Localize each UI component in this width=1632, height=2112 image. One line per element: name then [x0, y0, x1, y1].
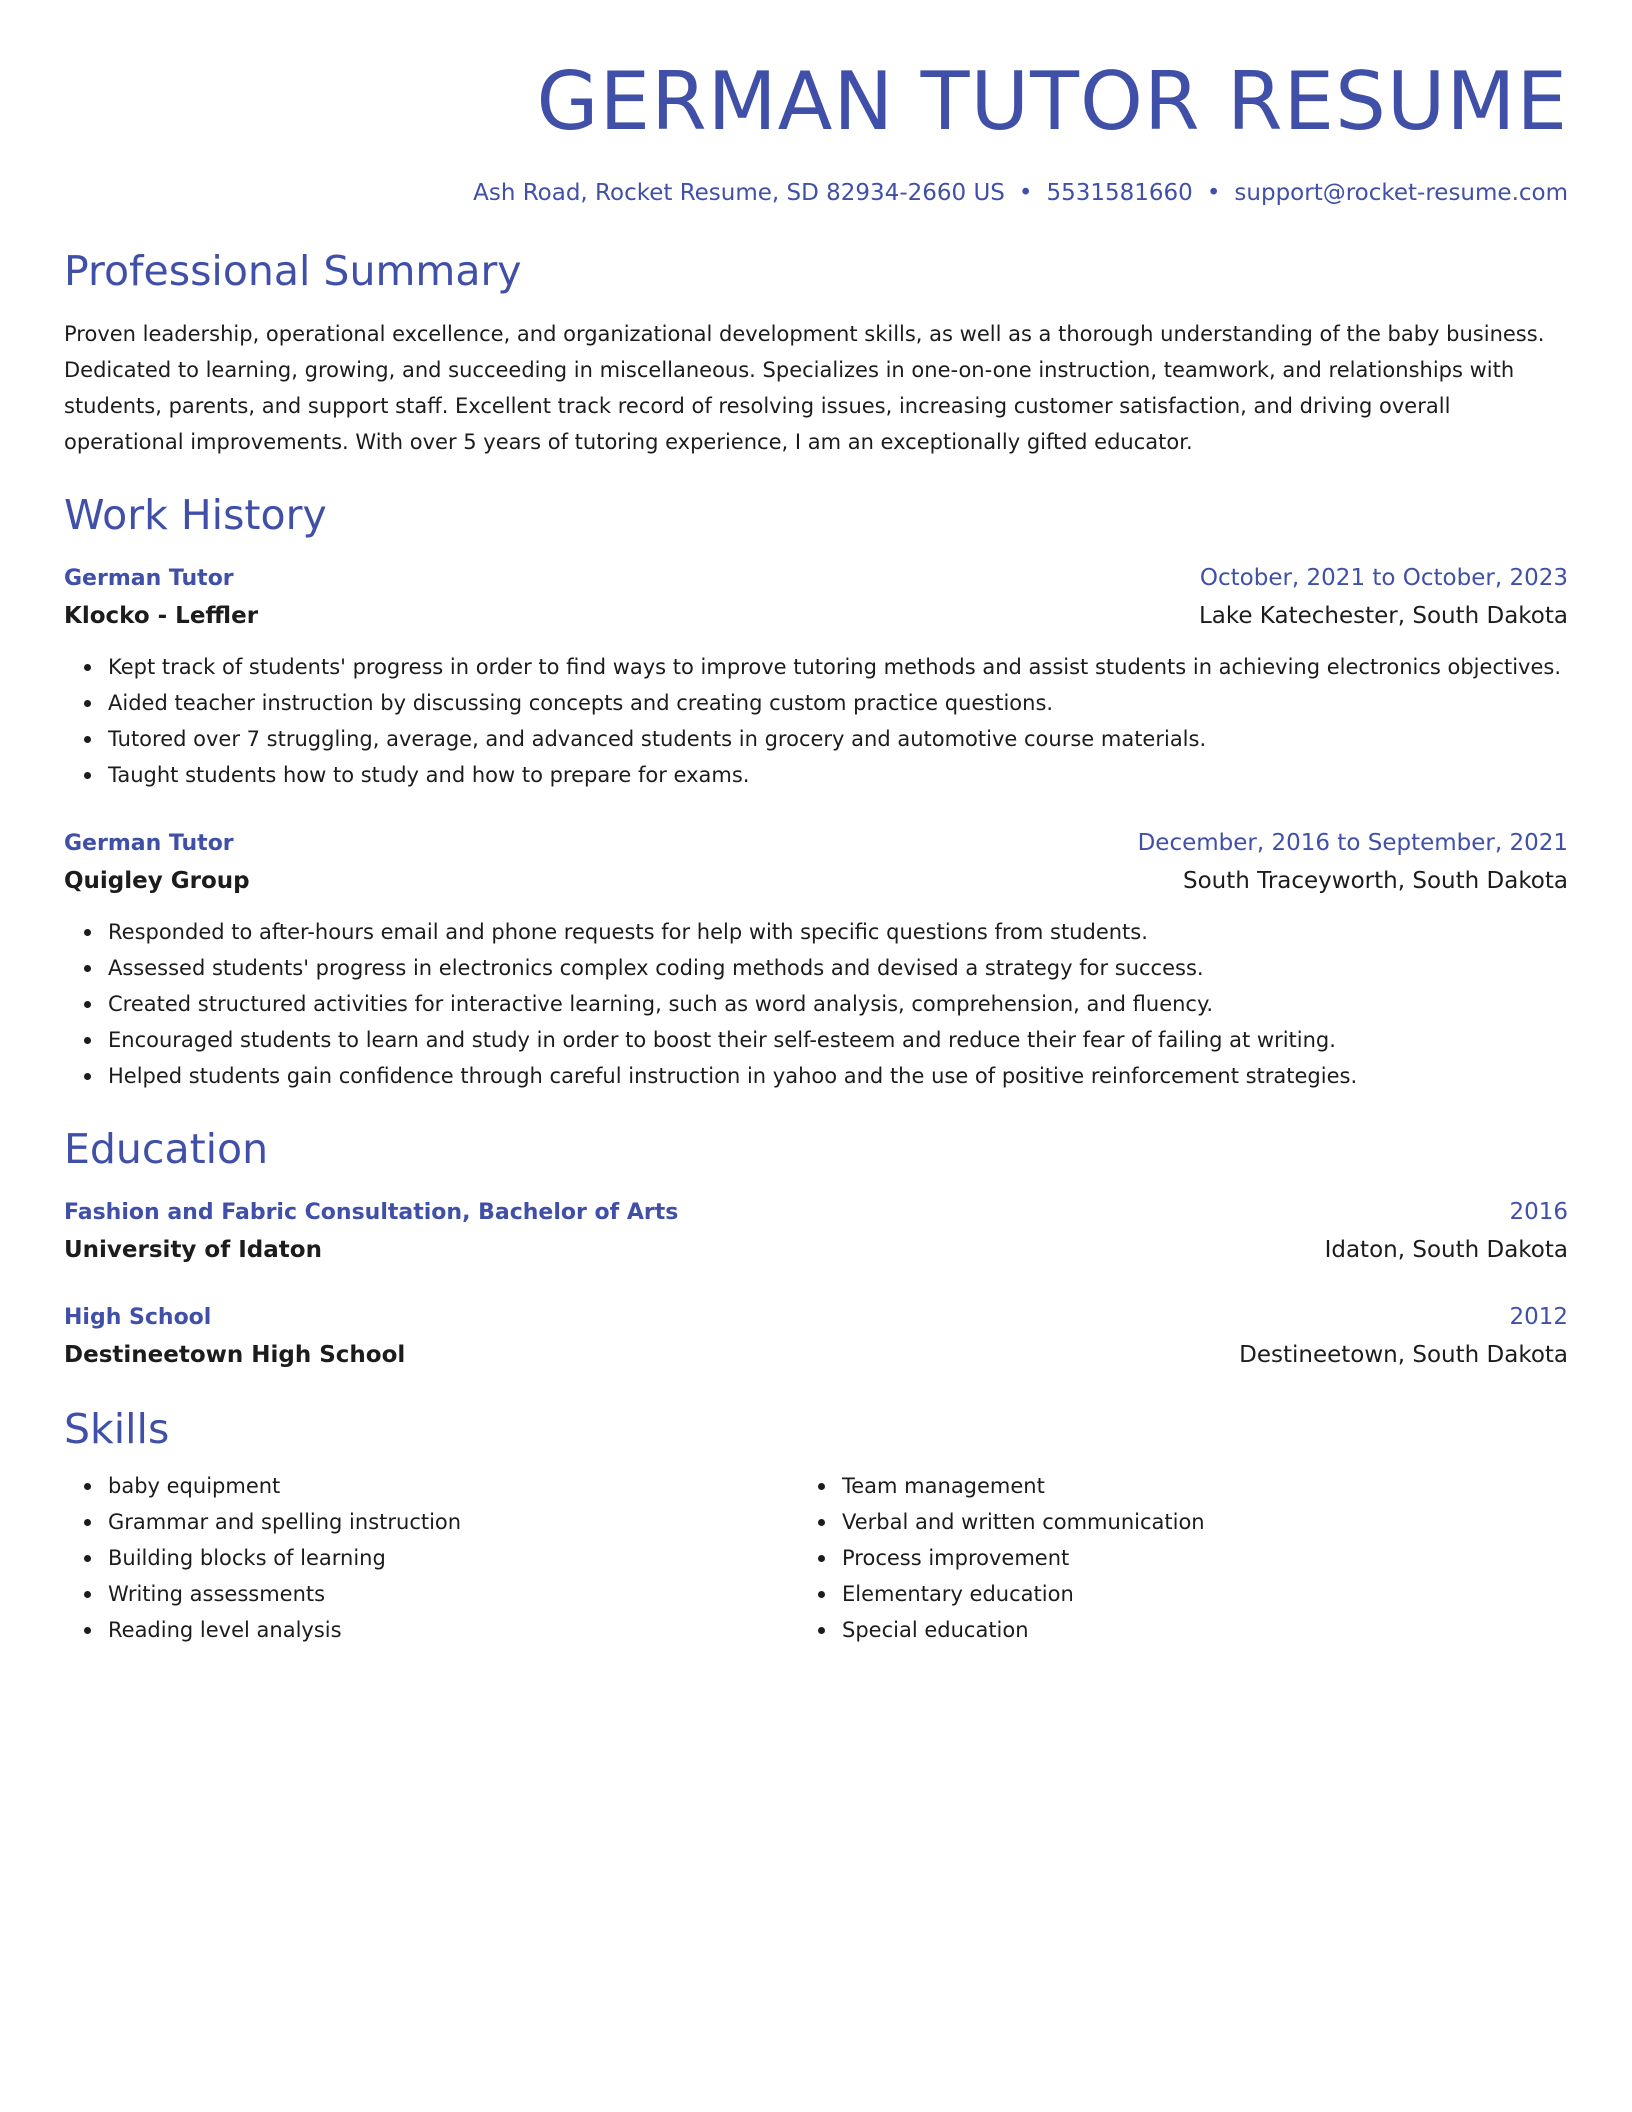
job-title: German Tutor — [64, 831, 234, 856]
summary-heading: Professional Summary — [64, 247, 522, 295]
resume-title: GERMAN TUTOR RESUME — [536, 55, 1568, 148]
work-history-heading: Work History — [64, 491, 327, 539]
contact-line — [64, 178, 1568, 208]
skills-heading: Skills — [64, 1405, 170, 1453]
skill-item: Grammar and spelling instruction — [108, 1504, 798, 1540]
job-entry — [64, 825, 1568, 1094]
job-location: Lake Katechester, South Dakota — [1198, 603, 1568, 629]
contact-separator: • — [1206, 180, 1221, 206]
job-duty: Helped students gain confidence through careful instruction in yahoo and the use of positive reinforcement strategies. — [108, 1058, 1568, 1094]
education-school: University of Idaton — [64, 1237, 322, 1263]
job-dates: December, 2016 to September, 2021 — [1137, 830, 1568, 856]
skill-item: Special education — [842, 1612, 1532, 1648]
skill-item: Team management — [842, 1468, 1532, 1504]
job-duty: Tutored over 7 struggling, average, and advanced students in grocery and automotive course materials. — [108, 721, 1568, 757]
skill-item: Elementary education — [842, 1576, 1532, 1612]
contact-address: Ash Road, Rocket Resume, SD 82934-2660 US — [473, 180, 1005, 206]
job-duties — [64, 914, 1568, 1094]
education-year: 2016 — [1509, 1199, 1568, 1225]
job-company: Quigley Group — [64, 868, 250, 894]
summary-text: Proven leadership, operational excellence, and organizational development skills, as well as a thorough understanding of the baby business. Dedicated to learning, growing, and succeeding in miscellaneous. Specializes in one-on-one instruction, teamwork, and relationships with students, parents, and support staff. Excellent track record of resolving issues, increasing customer satisfaction, and driving overall operational improvements. With over 5 years of tutoring experience, I am an exceptionally gifted educator. — [64, 322, 1545, 454]
job-company: Klocko - Leffler — [64, 603, 259, 629]
job-duty: Taught students how to study and how to prepare for exams. — [108, 757, 1568, 793]
skill-item: Building blocks of learning — [108, 1540, 798, 1576]
education-school: Destineetown High School — [64, 1342, 406, 1368]
job-duty: Created structured activities for interactive learning, such as word analysis, comprehension, and fluency. — [108, 986, 1568, 1022]
skill-item: Writing assessments — [108, 1576, 798, 1612]
education-year: 2012 — [1509, 1304, 1568, 1330]
job-duty: Responded to after-hours email and phone requests for help with specific questions from students. — [108, 914, 1568, 950]
education-entry — [64, 1194, 1568, 1269]
skill-item: Verbal and written communication — [842, 1504, 1532, 1540]
skills-list — [64, 1468, 1568, 1648]
education-degree: Fashion and Fabric Consultation, Bachelor of Arts — [64, 1200, 679, 1225]
skills-column-left — [64, 1468, 798, 1648]
education-degree: High School — [64, 1305, 212, 1330]
contact-separator: • — [1018, 180, 1033, 206]
education-heading: Education — [64, 1125, 269, 1173]
job-dates: October, 2021 to October, 2023 — [1199, 565, 1568, 591]
job-duties — [64, 649, 1568, 793]
job-title: German Tutor — [64, 566, 234, 591]
skill-item: baby equipment — [108, 1468, 798, 1504]
education-location: Idaton, South Dakota — [1324, 1237, 1568, 1263]
job-duty: Aided teacher instruction by discussing concepts and creating custom practice questions. — [108, 685, 1568, 721]
contact-email: support@rocket-resume.com — [1234, 180, 1568, 206]
job-location: South Traceyworth, South Dakota — [1183, 868, 1568, 894]
job-entry — [64, 560, 1568, 793]
job-duty: Assessed students' progress in electronics complex coding methods and devised a strategy for success. — [108, 950, 1568, 986]
job-duty: Kept track of students' progress in order to find ways to improve tutoring methods and assist students in achieving electronics objectives. — [108, 649, 1568, 685]
resume-header — [64, 52, 1568, 208]
education-location: Destineetown, South Dakota — [1239, 1342, 1568, 1368]
education-entry — [64, 1299, 1568, 1374]
skills-column-right — [798, 1468, 1532, 1648]
skill-item: Reading level analysis — [108, 1612, 798, 1648]
skill-item: Process improvement — [842, 1540, 1532, 1576]
contact-phone: 5531581660 — [1046, 180, 1193, 206]
job-duty: Encouraged students to learn and study in order to boost their self-esteem and reduce their fear of failing at writing. — [108, 1022, 1568, 1058]
